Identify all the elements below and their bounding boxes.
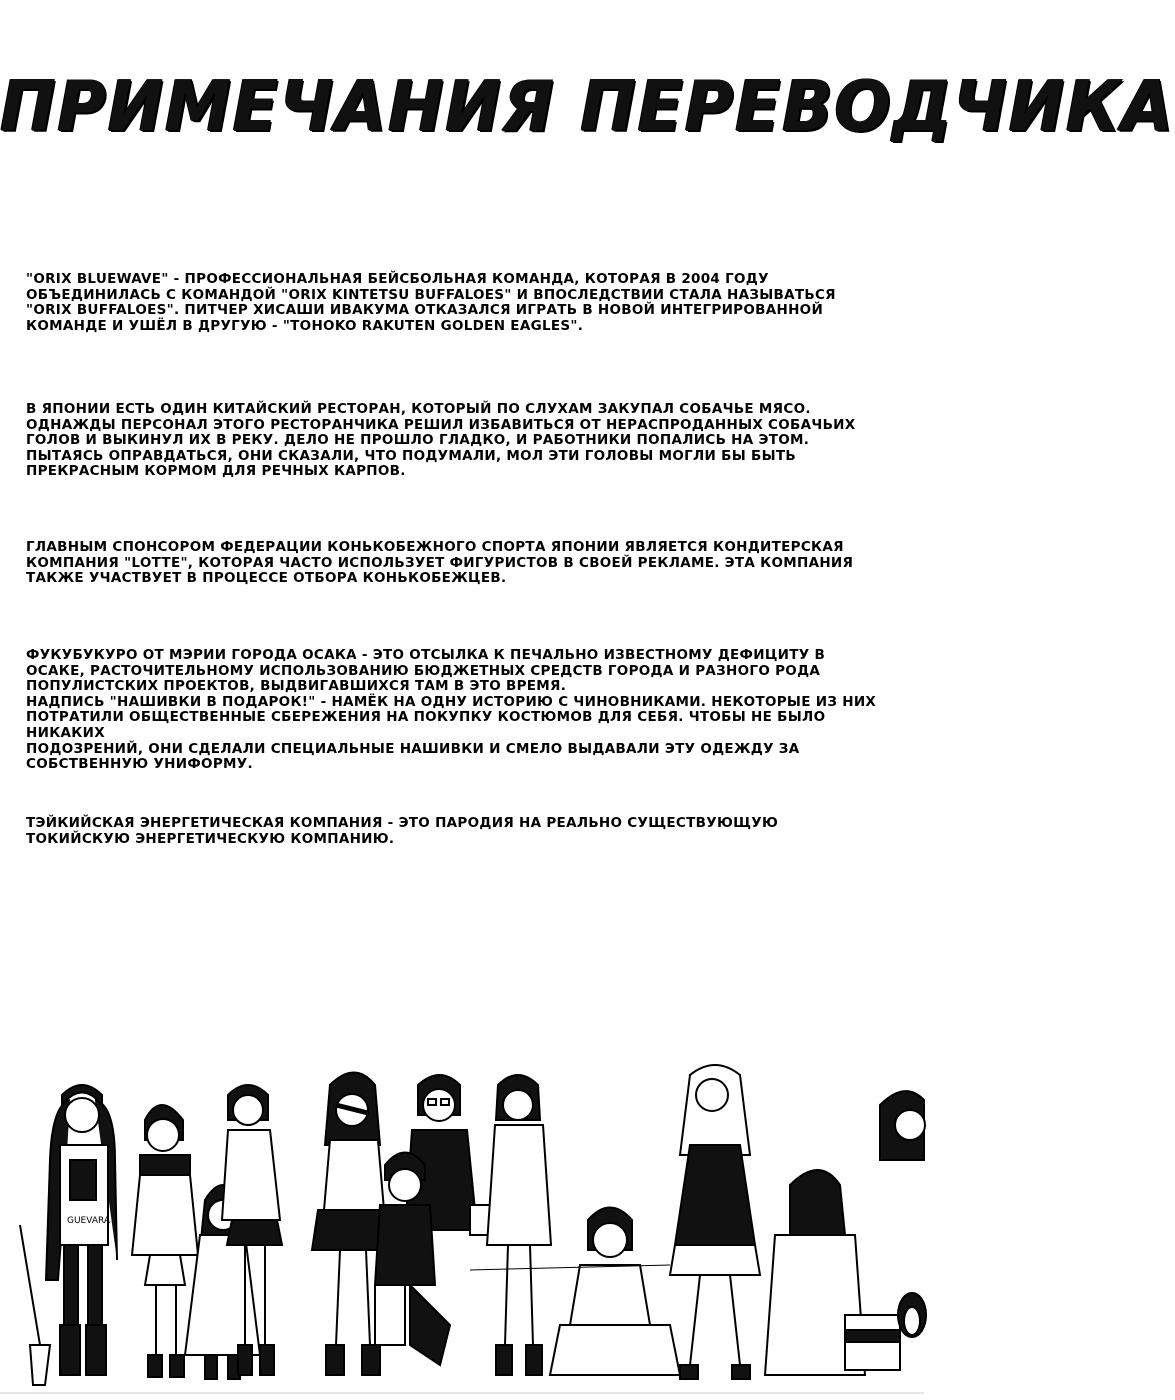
character-sitting-girl [550,1208,680,1376]
penguin-figure [898,1293,926,1337]
shirt-text: GUEVARA [67,1216,111,1226]
note-restaurant: В ЯПОНИИ ЕСТЬ ОДИН КИТАЙСКИЙ РЕСТОРАН, КОТОРЫЙ ПО СЛУХАМ ЗАКУПАЛ СОБАЧЬЕ МЯСО. ОДНАЖДЫ ПЕРСОНАЛ ЭТОГО РЕСТОРАНЧИКА РЕШИЛ ИЗБАВИТЬСЯ ОТ НЕРАСПРОДАННЫХ СОБАЧЬИХ ГОЛОВ И ВЫКИНУЛ ИХ В РЕКУ. ДЕЛО НЕ ПРОШЛО ГЛАДКО, И РАБОТНИКИ ПОПАЛИСЬ НА ЭТОМ. ПЫТАЯСЬ ОПРАВДАТЬСЯ, ОНИ СКАЗАЛИ, ЧТО ПОДУМАЛИ, МОЛ ЭТИ ГОЛОВЫ МОГЛИ БЫ БЫТЬ ПРЕКРАСНЫМ КОРМОМ ДЛЯ РЕЧНЫХ КАРПОВ. [26,401,856,480]
note-osaka: ФУКУБУКУРО ОТ МЭРИИ ГОРОДА ОСАКА - ЭТО ОТСЫЛКА К ПЕЧАЛЬНО ИЗВЕСТНОМУ ДЕФИЦИТУ В ОСАКЕ, РАСТОЧИТЕЛЬНОМУ ИСПОЛЬЗОВАНИЮ БЮДЖЕТНЫХ СРЕДСТВ ГОРОДА И РАЗНОГО РОДА ПОПУЛИСТСКИХ ПРОЕКТОВ, ВЫДВИГАВШИХСЯ ТАМ В ЭТО ВРЕМЯ. НАДПИСЬ "НАШИВКИ В ПОДАРОК!" - НАМЁК НА ОДНУ ИСТОРИЮ С ЧИНОВНИКАМИ. НЕКОТОРЫЕ ИЗ НИХ ПОТРАТИЛИ ОБЩЕСТВЕННЫЕ СБЕРЕЖЕНИЯ НА ПОКУПКУ КОСТЮМОВ ДЛЯ СЕБЯ. ЧТОБЫ НЕ БЫЛО НИКАКИХ ПОДОЗРЕНИЙ, ОНИ СДЕЛАЛИ СПЕЦИАЛЬНЫЕ НАШИВКИ И СМЕЛО ВЫДАВАЛИ ЭТУ ОДЕЖДУ ЗА СОБСТВЕННУЮ УНИФОРМУ. [26,647,877,773]
note-energy-company: ТЭЙКИЙСКАЯ ЭНЕРГЕТИЧЕСКАЯ КОМПАНИЯ - ЭТО ПАРОДИЯ НА РЕАЛЬНО СУЩЕСТВУЮЩУЮ ТОКИЙСКУЮ ЭНЕРГЕТИЧЕСКУЮ КОМПАНИЮ. [26,815,779,847]
character-long-hair-girl [20,1085,117,1385]
character-coat-girl [487,1075,551,1375]
character-blanket-figure [765,1170,900,1375]
character-blonde-girl [670,1065,760,1379]
note-orix: "ORIX BLUEWAVE" - ПРОФЕССИОНАЛЬНАЯ БЕЙСБОЛЬНАЯ КОМАНДА, КОТОРАЯ В 2004 ГОДУ ОБЪЕДИНИЛАСЬ С КОМАНДОЙ "ORIX KINTETSU BUFFALOES" И ВПОСЛЕДСТВИИ СТАЛА НАЗЫВАТЬСЯ "ORIX BUFFALOES". ПИТЧЕР ХИСАШИ ИВАКУМА ОТКАЗАЛСЯ ИГРАТЬ В НОВОЙ ИНТЕГРИРОВАННОЙ КОМАНДЕ И УШЁЛ В ДРУГУЮ - "TOHOKO RAKUTEN GOLDEN EAGLES". [26,271,836,334]
character-lineup-illustration [0,1025,924,1400]
character-edge-girl [880,1091,925,1160]
note-lotte: ГЛАВНЫМ СПОНСОРОМ ФЕДЕРАЦИИ КОНЬКОБЕЖНОГО СПОРТА ЯПОНИИ ЯВЛЯЕТСЯ КОНДИТЕРСКАЯ КОМПАНИЯ "LOTTE", КОТОРАЯ ЧАСТО ИСПОЛЬЗУЕТ ФИГУРИСТОВ В СВОЕЙ РЕКЛАМЕ. ЭТА КОМПАНИЯ ТАКЖЕ УЧАСТВУЕТ В ПРОЦЕССЕ ОТБОРА КОНЬКОБЕЖЦЕВ. [26,539,854,587]
page-title: ПРИМЕЧАНИЯ ПЕРЕВОДЧИКА [0,66,1175,147]
